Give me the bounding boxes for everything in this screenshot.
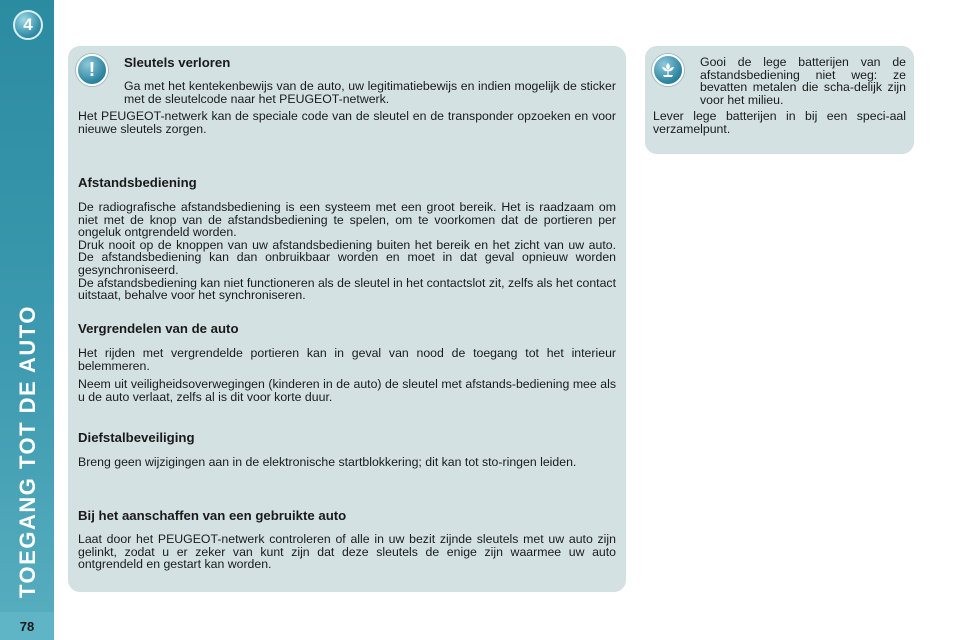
page-number: 78 <box>0 612 54 640</box>
anti-theft-body <box>78 456 616 469</box>
chapter-number-badge: 4 <box>13 10 43 40</box>
lost-keys-paragraph-2: Het PEUGEOT-netwerk kan de speciale code van de sleutel en de transponder opzoeken en voor nieuwe sleutels zorgen. <box>78 109 616 136</box>
used-car-body <box>78 533 616 571</box>
chapter-sidebar <box>0 0 54 640</box>
anti-theft-title: Diefstalbeveiliging <box>78 430 195 445</box>
environment-tip-body <box>653 110 906 135</box>
locked-driving-title: Vergrendelen van de auto <box>78 321 239 336</box>
lost-keys-paragraph-1: Ga met het kentekenbewijs van de auto, uw legitimatiebewijs en indien mogelijk de sticker met de sleutelcode naar het PEUGEOT-netwerk. <box>124 79 616 106</box>
lost-keys-intro <box>124 80 616 105</box>
chapter-title: TOEGANG TOT DE AUTO <box>15 305 40 598</box>
used-car-title: Bij het aanschaffen van een gebruikte auto <box>78 508 347 523</box>
eco-icon-glyph <box>659 61 677 79</box>
locked-driving-paragraph-2: Neem uit veiligheidsoverwegingen (kinderen in de auto) de sleutel met afstands-bediening mee als u de auto verlaat, zelfs al is dit voor korte duur. <box>78 377 616 404</box>
locked-driving-paragraph-1: Het rijden met vergrendelde portieren kan in geval van nood de toegang tot het interieur belemmeren. <box>78 346 616 373</box>
eco-icon <box>652 54 684 86</box>
used-car-paragraph-1: Laat door het PEUGEOT-netwerk controleren of alle in uw bezit zijnde sleutels met uw auto zijn gelinkt, zodat u er zeker van kunt zijn dat deze sleutels de enige zijn waarmee uw auto ontgrendeld en gestart kan worden. <box>78 532 616 572</box>
lost-keys-title: Sleutels verloren <box>124 55 231 70</box>
remote-title: Afstandsbediening <box>78 175 197 190</box>
exclamation-icon: ! <box>76 54 108 86</box>
environment-tip-intro <box>700 56 906 106</box>
lost-keys-body <box>78 110 616 135</box>
anti-theft-paragraph-1: Breng geen wijzigingen aan in de elektronische startblokkering; dit kan tot sto-ringen leiden. <box>78 455 577 469</box>
locked-driving-body <box>78 347 616 403</box>
environment-tip-paragraph-2: Lever lege batterijen in bij een speci-aal verzamelpunt. <box>653 109 906 136</box>
remote-paragraph-2: Druk nooit op de knoppen van uw afstandsbediening buiten het bereik en het zicht van uw auto. De afstandsbediening kan dan onbruikbaar worden en moet in dat geval opnieuw worden gesynchroniseerd. <box>78 237 616 277</box>
remote-paragraph-1: De radiografische afstandsbediening is een systeem met een groot bereik. Het is raadzaam om niet met de knop van de afstandsbediening te spelen, om te voorkomen dat de portieren per ongeluk ontgrendeld worden. <box>78 200 616 240</box>
environment-tip-paragraph-1: Gooi de lege batterijen van de afstandsbediening niet weg: ze bevatten metalen die scha-delijk zijn voor het milieu. <box>700 55 906 107</box>
remote-paragraph-3: De afstandsbediening kan niet functioneren als de sleutel in het contactslot zit, zelfs als het contact uitstaat, behalve voor het synchroniseren. <box>78 275 616 303</box>
remote-body <box>78 201 616 302</box>
